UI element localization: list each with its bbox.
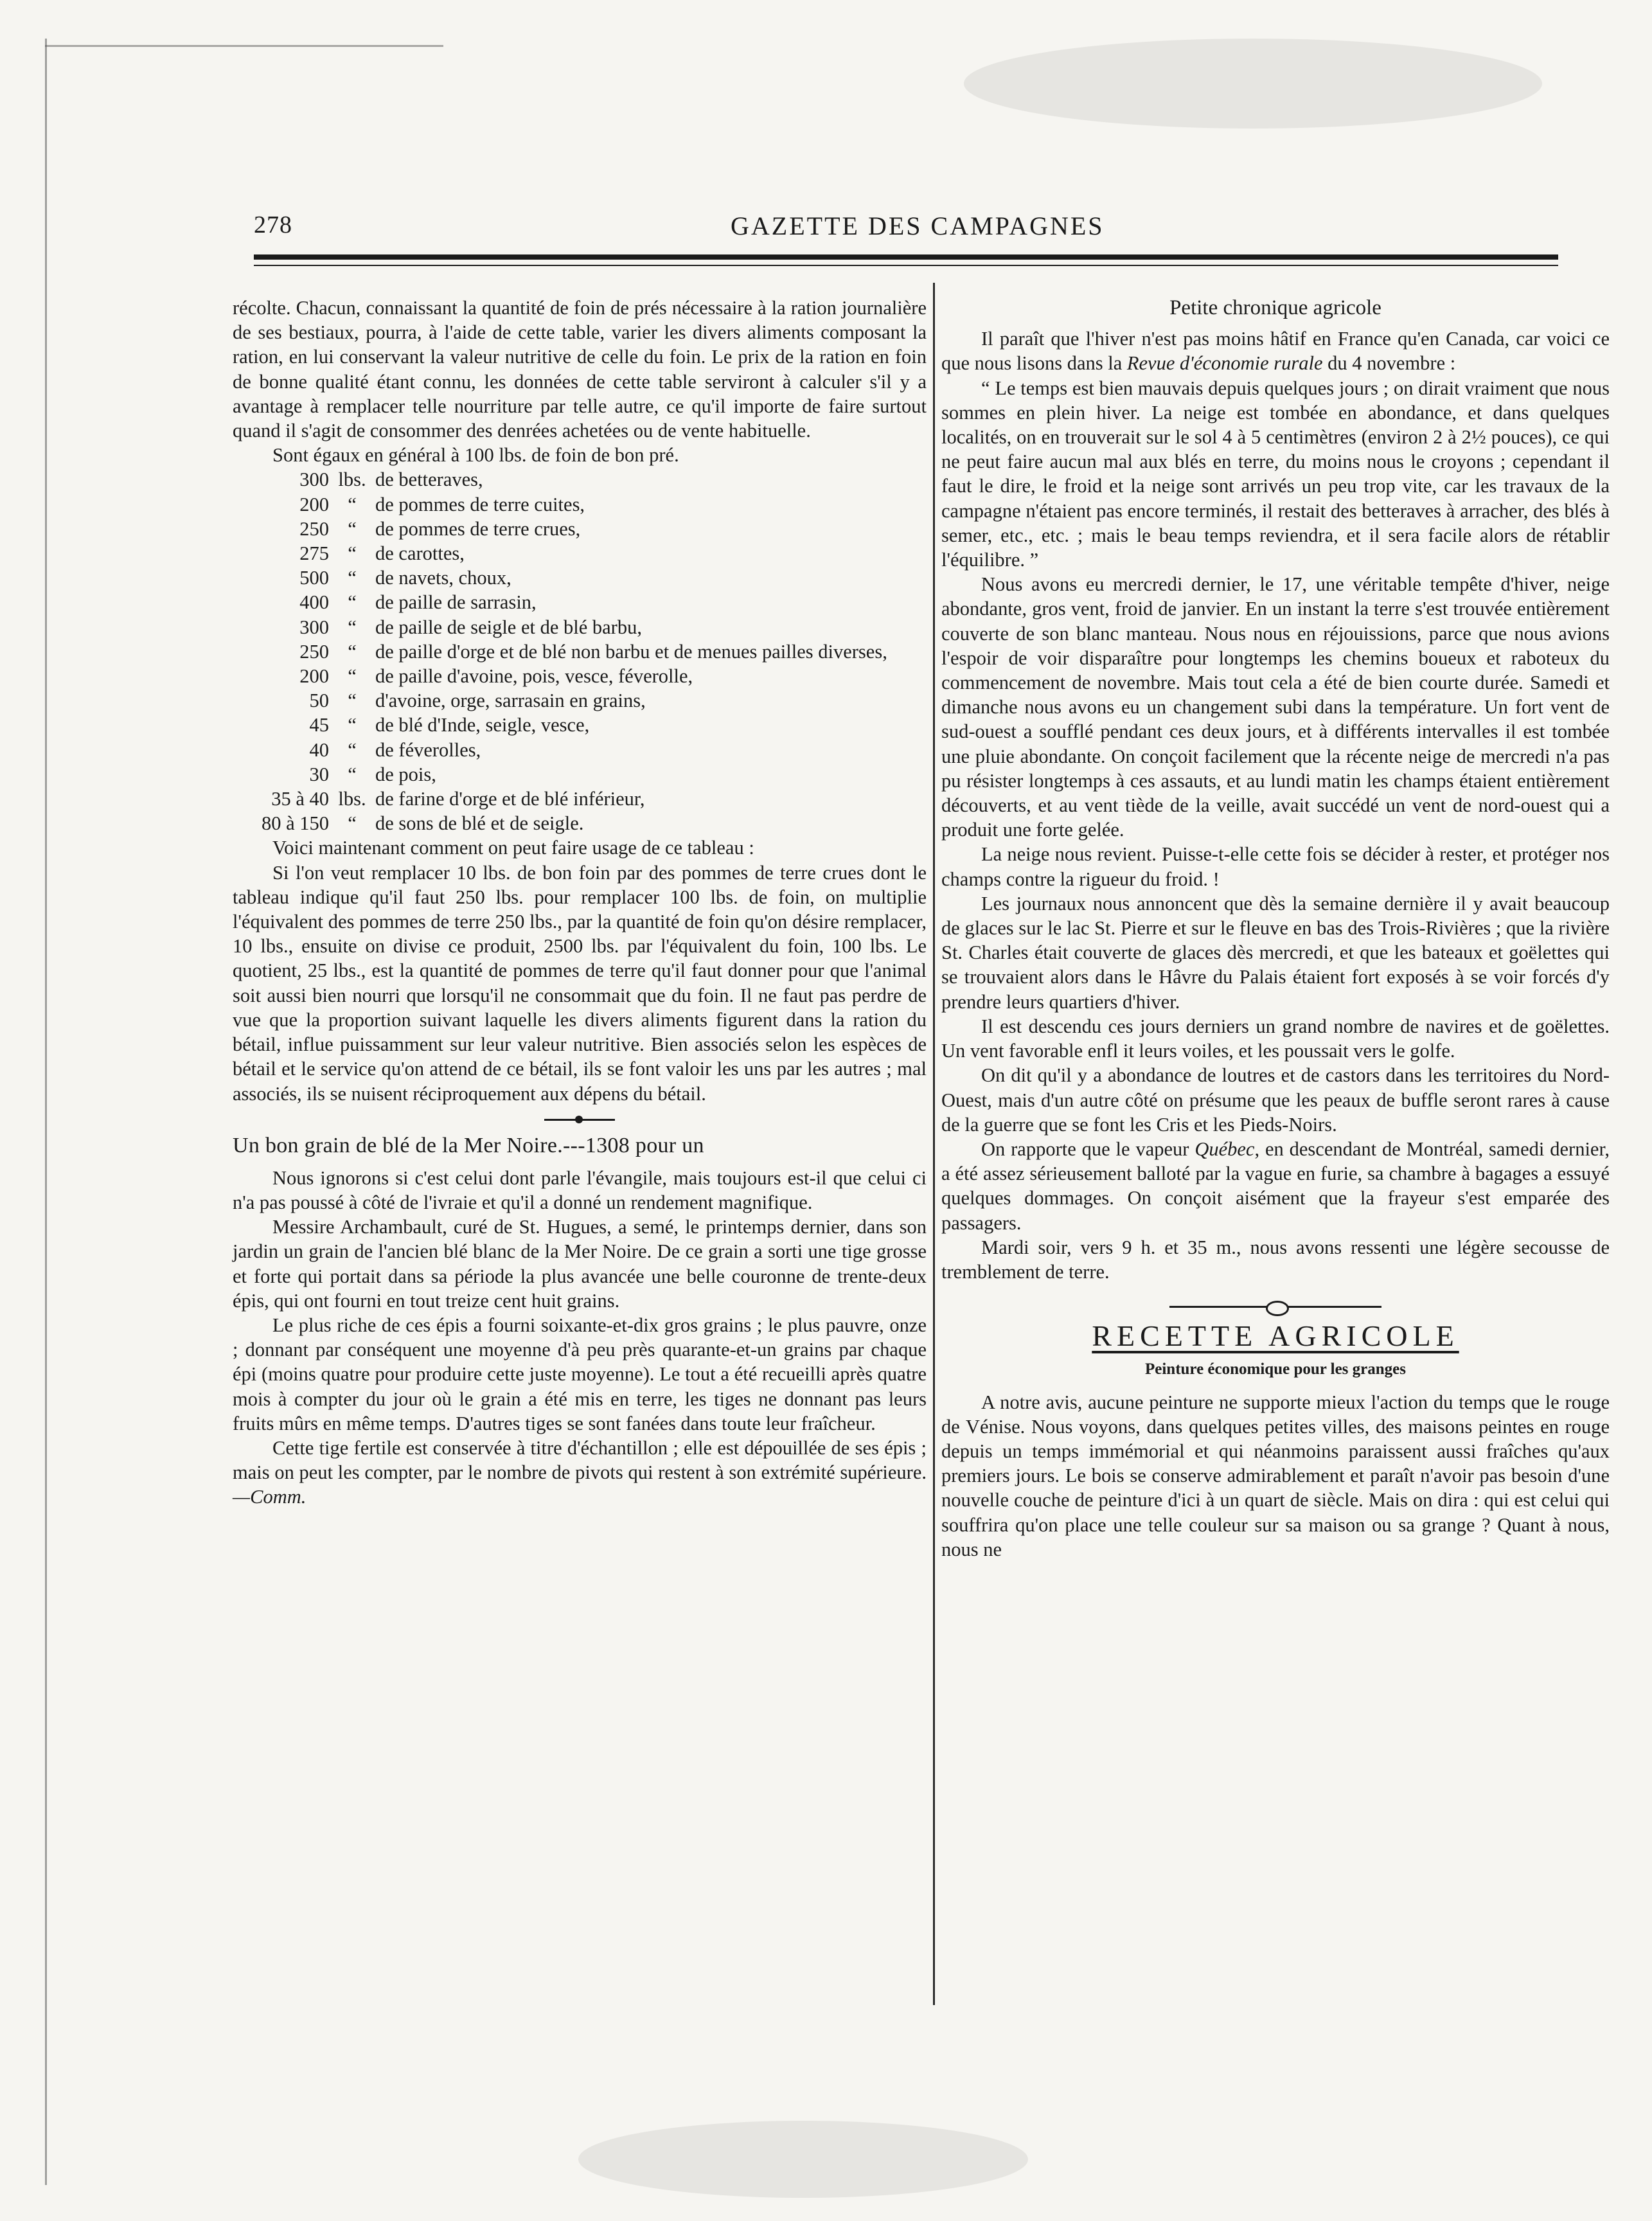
- equivalent-quantity: 300: [299, 468, 329, 491]
- quebec-text-rest: , en descendant de Montréal, samedi dernier, a été assez sérieusement balloté par la vague en furie, sa chambre à bagages a essuyé quelques dommages. On conçoit aisément que la frayeur s'est emparée des passagers.: [941, 1137, 1610, 1234]
- equivalent-quantity: 275: [299, 542, 329, 565]
- equivalent-food: de paille de seigle et de blé barbu,: [375, 616, 642, 638]
- equivalent-item: [233, 467, 927, 492]
- usage-intro: Voici maintenant comment on peut faire usage de ce tableau :: [272, 837, 754, 859]
- equivalent-item: [233, 590, 927, 614]
- equivalent-food: de navets, choux,: [375, 567, 511, 589]
- equivalent-item: [233, 664, 927, 688]
- header-rule-thin: [254, 265, 1558, 266]
- chronicle-paragraph: Il est descendu ces jours derniers un grand nombre de navires et de goëlettes. Un vent favorable enfl it leurs voiles, et les poussait vers le golfe.: [941, 1015, 1610, 1062]
- page-number: 278: [254, 211, 292, 238]
- equivalent-quantity: 30: [309, 763, 329, 785]
- equivalent-food: de pommes de terre crues,: [375, 517, 581, 540]
- chronicle-source: Revue d'économie rurale: [1126, 352, 1323, 375]
- recipe-heading: RECETTE AGRICOLE: [1092, 1319, 1459, 1353]
- chronicle-paragraph-quebec: [941, 1137, 1610, 1235]
- chronicle-paragraph: Les journaux nous annoncent que dès la semaine dernière il y avait beaucoup de glaces sur le lac St. Pierre et sur le fleuve en bas des Trois-Rivières ; que la rivière St. Charles était couverte de glaces dès mercredi, et que les bateaux et goëlettes qui se trouvaient alors dans le Hâvre du Palais étaient fort exposés à se voir forcés d'y prendre leurs quartiers d'hiver.: [941, 892, 1610, 1013]
- equivalent-unit: “: [348, 616, 357, 638]
- equivalent-food: de pommes de terre cuites,: [375, 493, 585, 515]
- equivalent-unit: “: [348, 591, 357, 614]
- equivalent-item: [233, 762, 927, 787]
- equivalent-item: [233, 615, 927, 639]
- usage-paragraph: Si l'on veut remplacer 10 lbs. de bon foin par des pommes de terre crues dont le tableau indique qu'il faut 250 lbs. pour remplacer 100 lbs. de foin, on multiplie l'équivalent des pommes de terre 250 lbs., par la quantité de foin qu'on désire remplacer, 10 lbs., ensuite on divise ce produit, 2500 lbs. par l'équivalent du foin, 100 lbs. Le quotient, 25 lbs., est la quantité de pommes de terre qu'il faut donner pour que l'animal soit aussi bien nourri que lorsqu'il ne consommait que du foin. Il ne faut pas perdre de vue que la proportion suivant laquelle les divers aliments figurent dans la ration du bétail, influe puissamment sur leur valeur nutritive. Bien associés selon les espèces de bétail et le service qu'on attend de ce bétail, ils se font valoir les uns par les autres ; mal associés, ils se nuisent réciproquement aux dépens du bétail.: [233, 861, 927, 1105]
- chronicle-quote: “ Le temps est bien mauvais depuis quelques jours ; on dirait vraiment que nous sommes en plein hiver. La neige est tombée en abondance, et dans quelques localités, on en trouverait sur le sol 4 à 5 centimètres (environ 2 à 2½ pouces), ce qui ne peut faire aucun mal aux blés en terre, du moins nous le croyons ; cependant il faut le dire, le froid et la neige sont arrivés un peu trop vite, car les travaux de la campagne n'étaient pas encore terminés, il restait des betteraves à arracher, des blés à semer, etc., etc. ; mais le beau temps reviendra, et il sera facile alors de rétablir l'équilibre. ”: [941, 377, 1610, 571]
- table-intro: Sont égaux en général à 100 lbs. de foin de bon pré.: [272, 444, 679, 467]
- article-title-ble-mer-noire: Un bon grain de blé de la Mer Noire.---1308 pour un: [233, 1133, 704, 1157]
- equivalent-unit: “: [348, 567, 357, 589]
- paper-stain: [964, 39, 1542, 129]
- chronicle-paragraph: Mardi soir, vers 9 h. et 35 m., nous avons ressenti une légère secousse de tremblement de terre.: [941, 1236, 1610, 1283]
- equivalent-quantity: 80 à 150: [261, 812, 329, 835]
- equivalent-food: de paille de sarrasin,: [375, 591, 537, 614]
- equivalent-food: de carottes,: [375, 542, 465, 565]
- equivalent-quantity: 35 à 40: [271, 788, 329, 810]
- equivalent-food: de paille d'orge et de blé non barbu et de menues pailles diverses,: [375, 640, 887, 663]
- header-rule-thick: [254, 254, 1558, 260]
- chronicle-intro-text: Il paraît que l'hiver n'est pas moins hâtif en France qu'en Canada, car voici ce que nous lisons dans la: [941, 328, 1610, 375]
- equivalent-quantity: 200: [299, 493, 329, 515]
- equivalent-food: de farine d'orge et de blé inférieur,: [375, 788, 645, 810]
- equivalent-quantity: 45: [309, 714, 329, 736]
- chronicle-heading: Petite chronique agricole: [1169, 296, 1381, 319]
- article-paragraph: Nous ignorons si c'est celui dont parle l'évangile, mais toujours est-il que celui ci n'a pas poussé à côté de l'ivraie et qu'il a donné un rendement magnifique.: [233, 1166, 927, 1213]
- page-header: [254, 204, 1558, 243]
- equivalent-item: [233, 713, 927, 737]
- equivalent-quantity: 500: [299, 567, 329, 589]
- equivalent-unit: “: [348, 738, 357, 761]
- equivalent-food: de pois,: [375, 763, 436, 785]
- chronicle-paragraph: La neige nous revient. Puisse-t-elle cette fois se décider à rester, et protéger nos champs contre la rigueur du froid. !: [941, 843, 1610, 890]
- chronicle-paragraph: Nous avons eu mercredi dernier, le 17, une véritable tempête d'hiver, neige abondante, gros vent, froid de janvier. En un instant la terre s'est trouvée entièrement couverte de son blanc manteau. Nous nous en réjouissions, parce que nous avions l'espoir de voir disparaître pour longtemps les chemins boueux et raboteux du commencement de novembre. Mais tout cela a été de bien courte durée. Samedi et dimanche nous avons eu un changement subi dans la température. Un fort vent de sud-ouest a soufflé pendant ces deux jours, et à différents intervalles il est tombée une pluie abondante. On conçoit facilement que la récente neige de mercredi n'a pas pu résister longtemps à ces assauts, et au lundi matin les champs étaient entièrement découverts, et au vent tiède de la veille, avait succédé un vent de nord-ouest qui a produit une forte gelée.: [941, 573, 1610, 841]
- page-edge-top: [45, 45, 443, 47]
- equivalent-item: [233, 639, 927, 664]
- article-paragraph: Messire Archambault, curé de St. Hugues, a semé, le printemps dernier, dans son jardin un grain de l'ancien blé blanc de la Mer Noire. De ce grain a sorti une tige grosse et forte qui portait dans sa période la plus avancée une belle couronne de trente-deux épis, qui ont fourni en tout treize cent huit grains.: [233, 1216, 927, 1312]
- equivalent-item: [233, 566, 927, 590]
- equivalent-food: de féverolles,: [375, 738, 481, 761]
- section-ornament: [1169, 1301, 1381, 1314]
- equivalent-item: [233, 688, 927, 713]
- equivalent-unit: “: [348, 517, 357, 540]
- equivalent-food: de blé d'Inde, seigle, vesce,: [375, 714, 590, 736]
- equivalents-list: [233, 467, 927, 835]
- equivalent-unit: “: [348, 690, 357, 712]
- equivalent-unit: lbs.: [338, 468, 366, 491]
- quebec-text-start: On rapporte que le vapeur: [981, 1137, 1189, 1160]
- equivalent-unit: “: [348, 542, 357, 565]
- article-signature: —Comm.: [233, 1486, 306, 1508]
- equivalent-food: de betteraves,: [375, 468, 483, 491]
- equivalent-quantity: 400: [299, 591, 329, 614]
- equivalent-quantity: 50: [309, 690, 329, 712]
- article-separator: [544, 1119, 615, 1121]
- equivalent-unit: “: [348, 714, 357, 736]
- left-column: [233, 296, 927, 1510]
- equivalent-item: [233, 492, 927, 517]
- equivalent-item: [233, 517, 927, 541]
- article-text: Cette tige fertile est conservée à titre d'échantillon ; elle est dépouillée de ses épis ; mais on peut les compter, par le nombre de pivots qui restent à son extrémité supérieure.: [233, 1436, 927, 1484]
- paper-stain: [578, 2121, 1028, 2198]
- chronicle-intro-end: du 4 novembre :: [1328, 352, 1456, 375]
- article-paragraph: Le plus riche de ces épis a fourni soixante-et-dix gros grains ; le plus pauvre, onze ; donnant par conséquent une moyenne d'à peu près quarante-et-un grains par chaque épi (moins quatre pour produire cette juste moyenne). Le tout a été recueilli après quatre mois à compter du jour où le grain a été mis en terre, les tiges ne donnant pas leurs fruits mûrs en même temps. D'autres tiges se sont fanées dans toute leur fraîcheur.: [233, 1314, 927, 1434]
- equivalent-unit: “: [348, 493, 357, 515]
- equivalent-item: [233, 811, 927, 835]
- equivalent-item: [233, 738, 927, 762]
- equivalent-quantity: 300: [299, 616, 329, 638]
- recipe-subheading: Peinture économique pour les granges: [1144, 1360, 1406, 1378]
- equivalent-unit: lbs.: [338, 788, 366, 810]
- equivalent-item: [233, 541, 927, 566]
- equivalent-food: d'avoine, orge, sarrasain en grains,: [375, 690, 646, 712]
- quebec-ship-name: Québec: [1195, 1137, 1255, 1160]
- equivalent-food: de sons de blé et de seigle.: [375, 812, 584, 835]
- equivalent-quantity: 250: [299, 517, 329, 540]
- equivalent-unit: “: [348, 812, 357, 835]
- article-paragraph-last: [233, 1436, 927, 1510]
- equivalent-quantity: 200: [299, 665, 329, 688]
- column-divider: [933, 283, 935, 2005]
- chronicle-intro: [941, 326, 1610, 375]
- equivalent-unit: “: [348, 763, 357, 785]
- equivalent-unit: “: [348, 665, 357, 688]
- equivalent-quantity: 250: [299, 640, 329, 663]
- journal-title: GAZETTE DES CAMPAGNES: [731, 211, 1105, 240]
- equivalent-food: de paille d'avoine, pois, vesce, féverolle,: [375, 665, 693, 688]
- page-edge-left: [45, 39, 55, 2185]
- intro-paragraph: récolte. Chacun, connaissant la quantité de foin de prés nécessaire à la ration journalière de ses bestiaux, pourra, à l'aide de cette table, varier les divers aliments composant la ration, en lui conservant la valeur nutritive de celle du foin. Le prix de la ration en foin de bonne qualité étant connu, les données de cette table serviront à calculer s'il y a avantage à remplacer telle nourriture par telle autre, ce qu'il importe de faire surtout quand il s'agit de consommer des denrées achetées ou de vente habituelle.: [233, 297, 927, 442]
- chronicle-paragraph: On dit qu'il y a abondance de loutres et de castors dans les territoires du Nord-Ouest, mais d'un autre côté on présume que les peaux de buffle seront rares à cause de la guerre que se font les Cris et les Pieds-Noirs.: [941, 1064, 1610, 1136]
- equivalent-item: [233, 787, 927, 811]
- equivalent-unit: “: [348, 640, 357, 663]
- equivalent-quantity: 40: [309, 738, 329, 761]
- recipe-paragraph: A notre avis, aucune peinture ne supporte mieux l'action du temps que le rouge de Vénise. Nous voyons, dans quelques petites villes, des maisons peintes en rouge depuis un temps immémorial et qui néanmoins paraissent aussi fraîches qu'aux premiers jours. Le bois se conserve admirablement et paraît n'avoir pas besoin d'une nouvelle couche de peinture d'ici à un quart de siècle. Mais on dira : qui est celui qui souffrira qu'on place une telle couleur sur sa maison ou sa grange ? Quant à nous, nous ne: [941, 1391, 1610, 1560]
- right-column: [941, 296, 1610, 1562]
